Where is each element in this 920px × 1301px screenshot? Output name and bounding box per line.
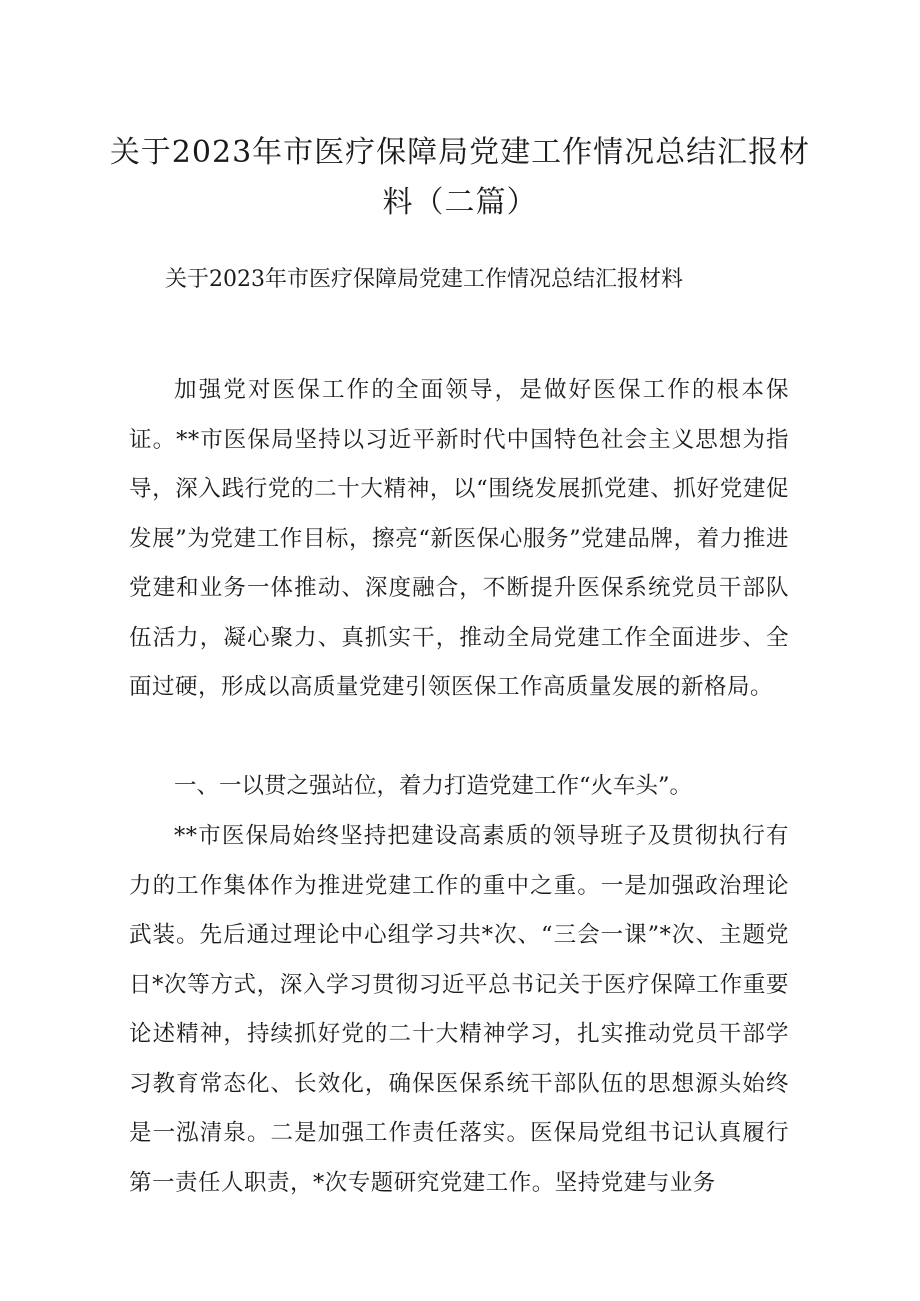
section-heading-1: 一、一以贯之强站位，着力打造党建工作“火车头”。 — [174, 773, 693, 799]
document-title: 关于2023年市医疗保障局党建工作情况总结汇报材料（二篇） — [109, 135, 811, 220]
section-1-paragraph: **市医保局始终坚持把建设高素质的领导班子及贯彻执行有力的工作集体作为推进党建工作的重中之重。一是加强政治理论武装。先后通过理论中心组学习共*次、“三会一课”*次、主题党日*次等方式，深入学习贯彻习近平总书记关于医疗保障工作重要论述精神，持续抓好党的二十大精神学习，扎实推动党员干部学习教育常态化、长效化，确保医保系统干部队伍的思想源头始终是一泓清泉。二是加强工作责任落实。医保局党组书记认真履行第一责任人职责，*次专题研究党建工作。坚持党建与业务 — [129, 823, 789, 1196]
intro-paragraph: 加强党对医保工作的全面领导，是做好医保工作的根本保证。**市医保局坚持以习近平新时代中国特色社会主义思想为指导，深入践行党的二十大精神，以“围绕发展抓党建、抓好党建促发展”为党建工作目标，擦亮“新医保心服务”党建品牌，着力推进党建和业务一体推动、深度融合，不断提升医保系统党员干部队伍活力，凝心聚力、真抓实干，推动全局党建工作全面进步、全面过硬，形成以高质量党建引领医保工作高质量发展的新格局。 — [129, 377, 789, 700]
document-subtitle: 关于2023年市医疗保障局党建工作情况总结汇报材料 — [165, 267, 683, 292]
